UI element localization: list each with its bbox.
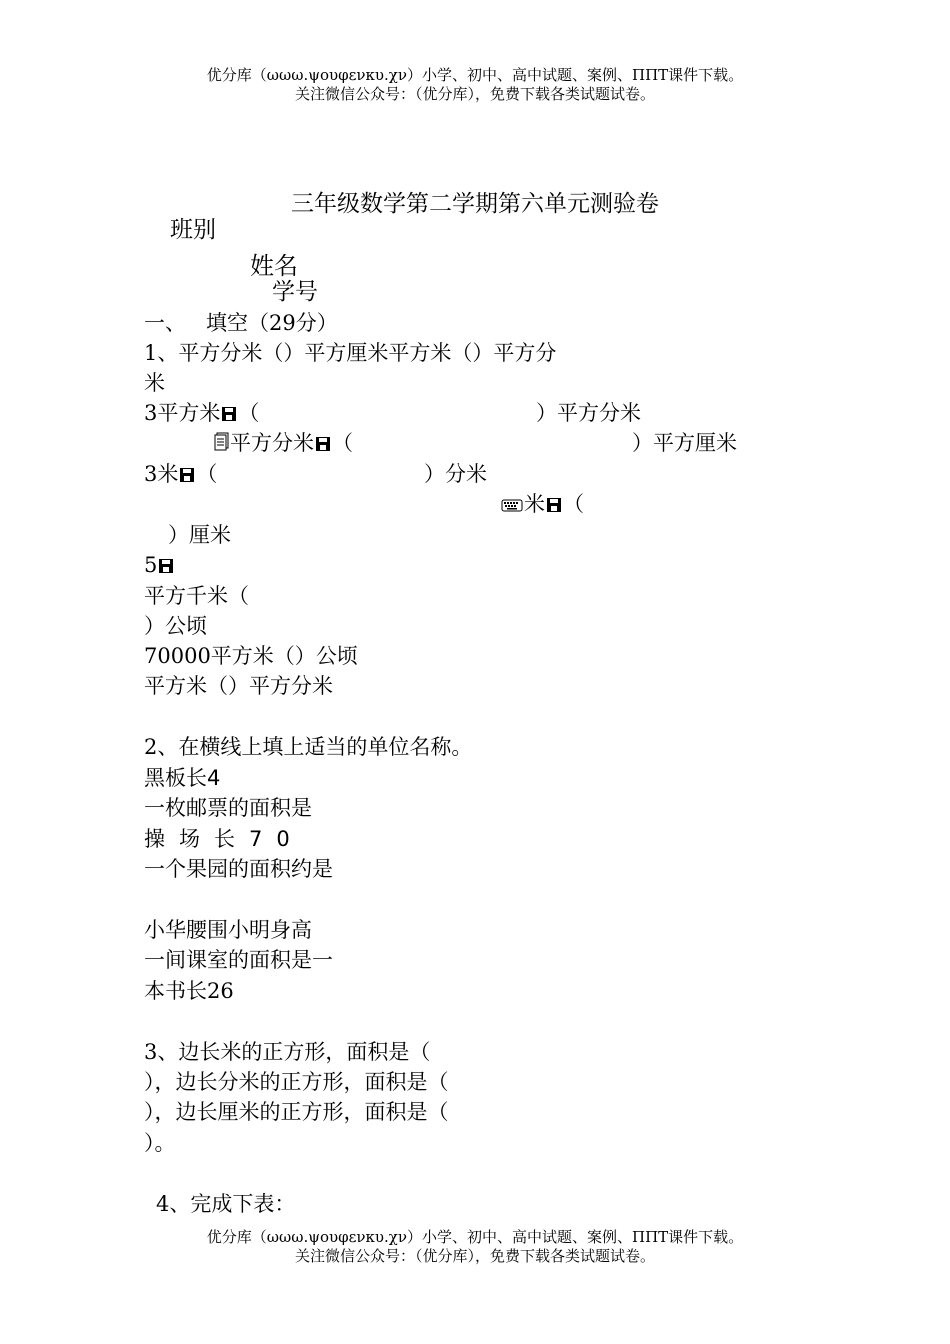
section-1-heading xyxy=(144,309,338,337)
q2-item-d: 一个果园的面积约是 xyxy=(144,857,333,881)
q1-line-4 xyxy=(212,429,353,459)
q4-prompt: 4、完成下表： xyxy=(156,1192,296,1216)
q1-line-3-end: ）平方分米 xyxy=(536,401,641,425)
q2-item-c: 操场长70 xyxy=(144,827,304,851)
save-icon xyxy=(221,401,237,429)
page-title: 三年级数学第二学期第六单元测验卷 xyxy=(291,191,659,217)
section-1-number: 一、 xyxy=(144,311,186,335)
q2-item-e: 小华腰围小明身高 xyxy=(144,918,312,942)
q1-line-2: 米 xyxy=(144,371,165,395)
q1-line-7: ）厘米 xyxy=(168,523,231,547)
q2-item-g: 本书长26 xyxy=(144,979,234,1003)
q1-line-3-start: 3平方米 xyxy=(144,401,221,425)
q1-line-8-start: 5 xyxy=(144,553,158,577)
q1-line-11: 70000平方米（）公顷 xyxy=(144,644,358,668)
save-icon xyxy=(315,431,331,459)
q3-line-4: ）。 xyxy=(144,1131,176,1155)
student-number-label: 学号 xyxy=(272,279,318,305)
q2-item-f: 一间课室的面积是一 xyxy=(144,948,333,972)
q1-line-5-end: ）分米 xyxy=(424,462,487,486)
q1-line-6-start: 米 xyxy=(524,492,545,516)
class-label: 班别 xyxy=(170,217,216,243)
q1-line-8 xyxy=(144,551,175,581)
footer-line-1: 优分库（ωωω.ψουφενκυ.χν）小学、初中、高中试题、案例、ΠΠΤ课件下载。 xyxy=(206,1228,744,1246)
q1-line-1: 1、平方分米（）平方厘米平方米（）平方分 xyxy=(144,341,557,365)
header-line-2: 关注微信公众号：（优分库），免费下载各类试题试卷。 xyxy=(294,85,655,103)
q3-line-2: ），边长分米的正方形，面积是（ xyxy=(144,1070,449,1094)
q1-line-6-paren: （ xyxy=(563,492,584,516)
q2-item-b: 一枚邮票的面积是 xyxy=(144,796,312,820)
name-label: 姓名 xyxy=(250,252,298,280)
q1-line-5-start: 3米 xyxy=(144,462,179,486)
q1-line-3-paren: （ xyxy=(238,401,260,425)
document-icon xyxy=(213,431,229,459)
q1-line-5-paren: （ xyxy=(196,462,218,486)
q1-line-5 xyxy=(144,460,217,490)
q1-line-4-paren: （ xyxy=(332,431,353,455)
q1-line-12: 平方米（）平方分米 xyxy=(144,674,333,698)
q1-line-4-end: ）平方厘米 xyxy=(632,431,737,455)
keyboard-icon xyxy=(501,492,523,520)
q2-item-a: 黑板长4 xyxy=(144,766,221,790)
footer-line-2: 关注微信公众号：（优分库），免费下载各类试题试卷。 xyxy=(294,1247,655,1265)
q3-line-1: 3、边长米的正方形，面积是（ xyxy=(144,1040,431,1064)
save-icon xyxy=(546,492,562,520)
q1-line-4-start: 平方分米 xyxy=(230,431,314,455)
q3-line-3: ），边长厘米的正方形，面积是（ xyxy=(144,1100,449,1124)
save-icon xyxy=(179,462,195,490)
save-icon xyxy=(158,553,174,581)
q1-line-10: ）公顷 xyxy=(144,614,207,638)
q1-line-6 xyxy=(500,490,584,520)
q1-line-9: 平方千米（ xyxy=(144,584,249,608)
q1-line-3 xyxy=(144,399,259,429)
section-1-title: 填空（29分） xyxy=(206,311,338,335)
q2-prompt: 2、在横线上填上适当的单位名称。 xyxy=(144,735,473,759)
header-line-1: 优分库（ωωω.ψουφενκυ.χν）小学、初中、高中试题、案例、ΠΠΤ课件下载。 xyxy=(206,66,744,84)
